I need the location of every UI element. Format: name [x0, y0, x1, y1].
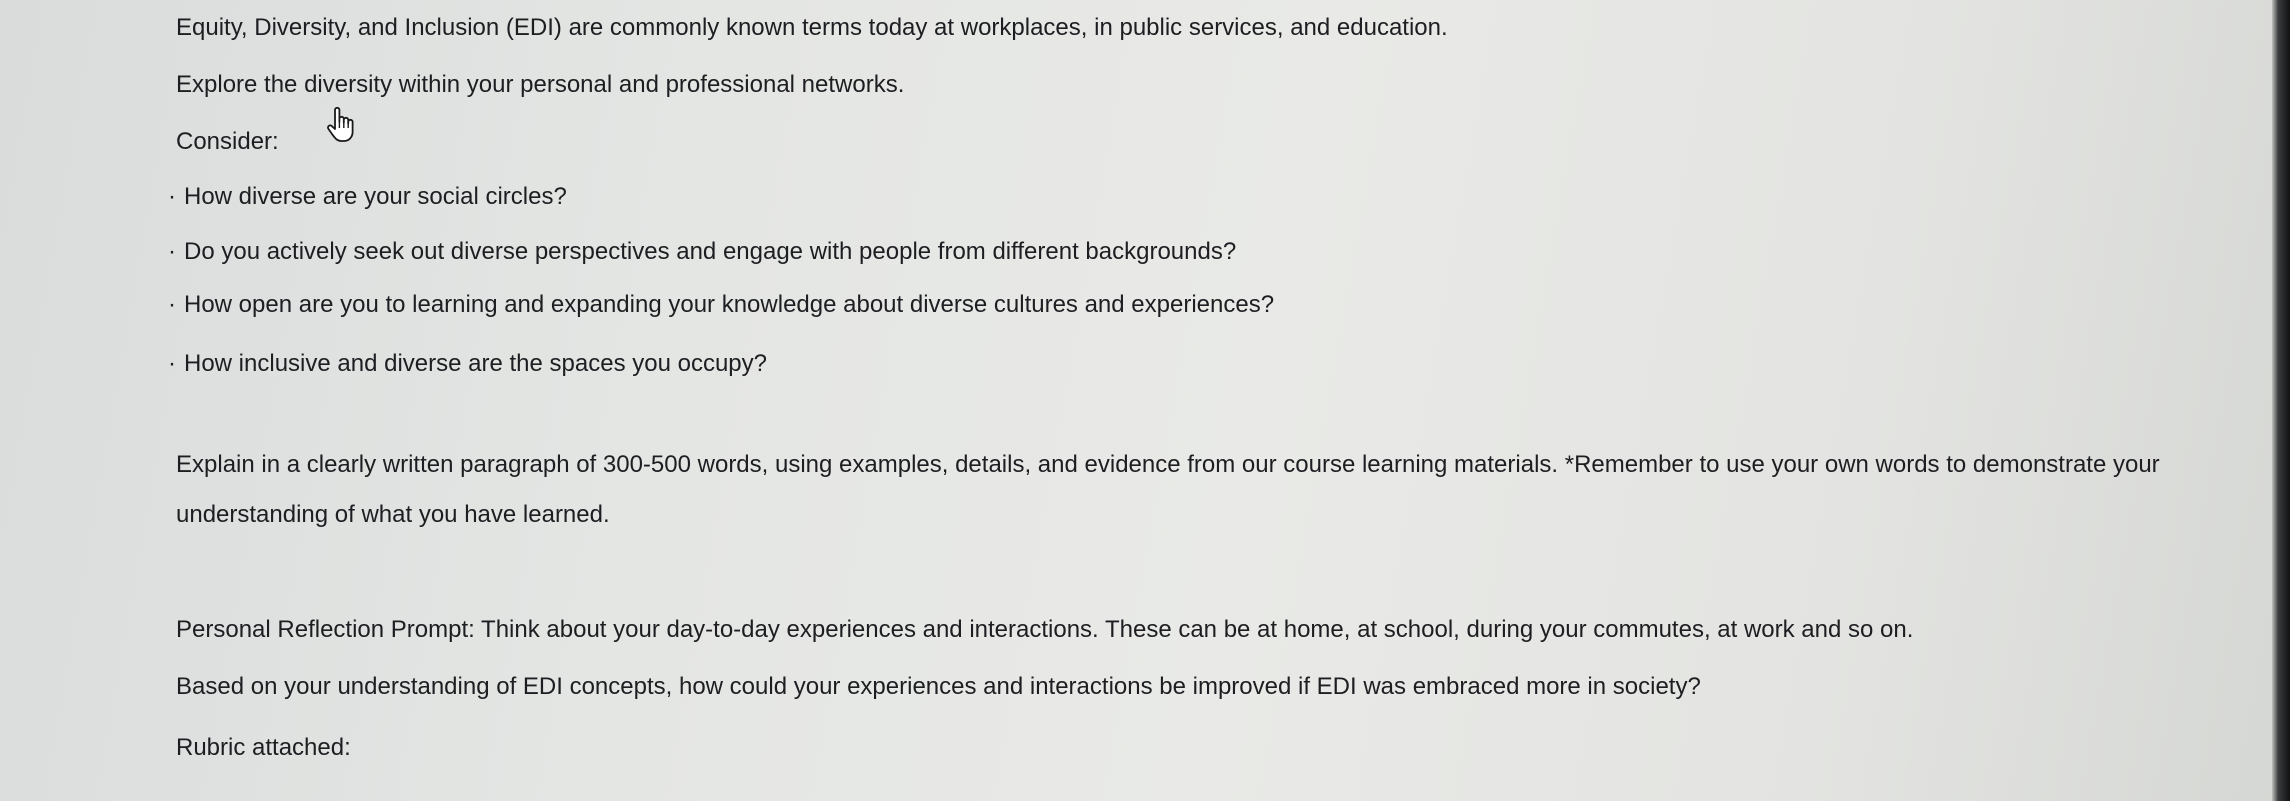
bullet-dot: · — [168, 291, 176, 318]
list-item-text: Do you actively seek out diverse perspectives and engage with people from different backgrounds? — [184, 238, 1237, 265]
list-item-text: How open are you to learning and expanding your knowledge about diverse cultures and experiences? — [184, 291, 1275, 318]
bullet-dot: · — [168, 350, 176, 377]
list-item-text: How inclusive and diverse are the spaces you occupy? — [184, 350, 767, 377]
consider-label: Consider: — [176, 128, 279, 155]
list-item-text: How diverse are your social circles? — [184, 183, 567, 210]
rubric-label: Rubric attached: — [176, 734, 351, 761]
bullet-dot: · — [168, 238, 176, 265]
list-item — [168, 290, 1274, 320]
monitor-bezel — [2272, 0, 2290, 801]
hand-pointer-icon — [326, 106, 356, 144]
list-item — [168, 349, 767, 379]
explain-text-line-2: understanding of what you have learned. — [176, 501, 610, 528]
based-on-text: Based on your understanding of EDI concepts, how could your experiences and interactions be improved if EDI was embraced more in society? — [176, 673, 1701, 700]
intro-text: Equity, Diversity, and Inclusion (EDI) are commonly known terms today at workplaces, in public services, and education. — [176, 14, 1448, 41]
explore-text: Explore the diversity within your personal and professional networks. — [176, 71, 905, 98]
list-item — [168, 237, 1236, 267]
explain-text-line-1: Explain in a clearly written paragraph of 300-500 words, using examples, details, and evidence from our course learning materials. *Remember to use your own words to demonstrate your — [176, 451, 2160, 478]
list-item — [168, 182, 567, 212]
reflection-prompt: Personal Reflection Prompt: Think about your day-to-day experiences and interactions. These can be at home, at school, during your commutes, at work and so on. — [176, 616, 1914, 643]
bullet-dot: · — [168, 183, 176, 210]
